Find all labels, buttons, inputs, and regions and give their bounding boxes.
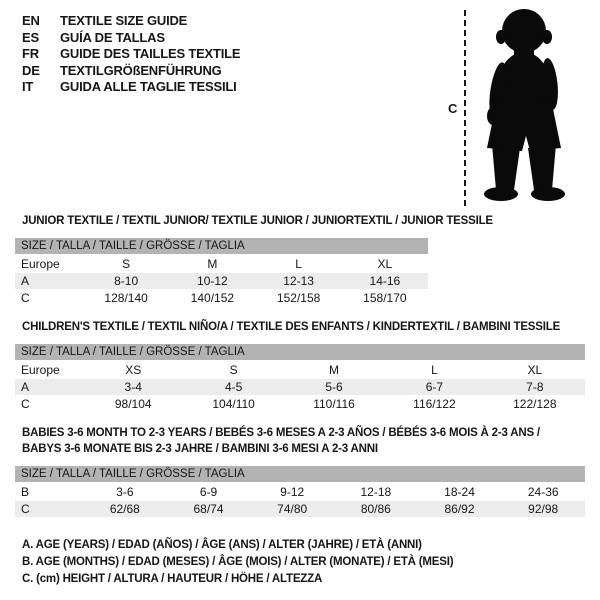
table-cell: 9-12 [280, 485, 305, 499]
table-row-a [15, 273, 428, 289]
table-size-header: SIZE / TALLA / TAILLE / GRÖSSE / TAGLIA [15, 466, 585, 482]
table-row-c [15, 396, 585, 412]
table-cell: 98/104 [114, 397, 152, 411]
table-cell: 12-18 [360, 485, 392, 499]
language-row [22, 13, 240, 30]
table-title-line: CHILDREN'S TEXTILE / TEXTIL NIÑO/A / TEXTILE DES ENFANTS / KINDERTEXTIL / BAMBINI TESSILE [22, 321, 561, 333]
row-label: C [21, 291, 30, 305]
language-code: EN [22, 13, 40, 28]
table-cell: 12-13 [283, 274, 314, 288]
table-cell: 152/158 [276, 291, 321, 305]
language-row [22, 79, 240, 96]
height-measure-label: C [448, 100, 458, 116]
table-cell: 7-8 [526, 380, 544, 394]
table-cell: 5-6 [325, 380, 343, 394]
size-tables [15, 213, 585, 530]
table-cell: 74/80 [277, 502, 308, 516]
table-cell: 8-10 [114, 274, 139, 288]
height-figure [448, 8, 574, 208]
table-cell: L [431, 363, 438, 377]
language-code: IT [22, 79, 34, 94]
size-table [15, 238, 428, 306]
table-cell: 18-24 [444, 485, 475, 499]
language-label: TEXTILGRÖßENFÜHRUNG [60, 62, 222, 78]
size-table [15, 344, 585, 412]
language-label: GUIDA ALLE TAGLIE TESSILI [60, 79, 237, 94]
language-row [22, 30, 240, 47]
size-table [15, 466, 585, 517]
legend-line-b: B. AGE (MONTHS) / EDAD (MESES) / ÂGE (MOIS) / ALTER (MONATE) / ETÀ (MESI) [22, 556, 454, 568]
row-label: Europe [21, 363, 60, 377]
table-cell: 3-4 [124, 380, 142, 394]
table-row-a [15, 379, 585, 395]
legend-line-c: C. (cm) HEIGHT / ALTURA / HAUTEUR / HÖHE / ALTEZZA [22, 573, 323, 585]
table-title [22, 213, 585, 229]
table-title-line: BABYS 3-6 MONATE BIS 2-3 JAHRE / BAMBINI 3-6 MESI A 2-3 ANNI [22, 443, 378, 455]
table-cell: 158/170 [363, 291, 407, 305]
legend-line-a: A. AGE (YEARS) / EDAD (AÑOS) / ÂGE (ANS) / ALTER (JAHRE) / ETÀ (ANNI) [22, 539, 422, 551]
language-code: FR [22, 46, 39, 61]
row-label: B [21, 485, 30, 499]
table-cell: XS [125, 363, 142, 377]
table-title [22, 425, 585, 457]
table-cell: L [295, 257, 302, 271]
table-cell: 3-6 [116, 485, 134, 499]
baby-silhouette-icon [474, 8, 574, 208]
table-title-line: BABIES 3-6 MONTH TO 2-3 YEARS / BEBÉS 3-6 MESES A 2-3 AÑOS / BÉBÉS 3-6 MOIS À 2-3 ANS / [22, 427, 540, 439]
row-label: A [21, 274, 30, 288]
table-cell: 68/74 [193, 502, 224, 516]
table-title-line: JUNIOR TEXTILE / TEXTIL JUNIOR/ TEXTILE JUNIOR / JUNIORTEXTIL / JUNIOR TESSILE [22, 215, 493, 227]
size-table-section-children [15, 319, 585, 412]
table-row-europe [15, 256, 428, 272]
row-label: Europe [21, 257, 60, 271]
row-label: A [21, 380, 30, 394]
table-cell: XL [377, 257, 393, 271]
language-guide [22, 13, 240, 96]
table-cell: 86/92 [444, 502, 475, 516]
language-row [22, 63, 240, 80]
table-cell: 62/68 [109, 502, 140, 516]
table-size-header: SIZE / TALLA / TAILLE / GRÖSSE / TAGLIA [15, 344, 585, 360]
table-cell: 104/110 [212, 397, 255, 411]
language-label: TEXTILE SIZE GUIDE [60, 13, 188, 28]
table-cell: 6-9 [199, 485, 218, 499]
language-label: GUIDE DES TAILLES TEXTILE [60, 46, 241, 61]
language-code: DE [22, 62, 40, 78]
table-cell: 6-7 [425, 380, 444, 394]
table-cell: 92/98 [528, 502, 559, 516]
size-table-section-junior [15, 213, 585, 306]
table-cell: S [122, 257, 131, 271]
table-cell: S [229, 363, 238, 377]
language-row [22, 46, 240, 63]
table-row-c [15, 501, 585, 517]
table-cell: 80/86 [360, 502, 391, 516]
table-cell: 110/116 [313, 397, 355, 411]
table-cell: 4-5 [224, 380, 243, 394]
table-cell: 10-12 [197, 274, 228, 288]
table-cell: 24-36 [527, 485, 559, 499]
table-size-header: SIZE / TALLA / TAILLE / GRÖSSE / TAGLIA [15, 238, 428, 254]
row-label: C [21, 502, 30, 516]
table-cell: M [207, 257, 218, 271]
table-cell: 116/122 [413, 397, 456, 411]
table-cell: M [329, 363, 340, 377]
table-cell: 140/152 [190, 291, 235, 305]
table-cell: 128/140 [104, 291, 148, 305]
table-row-c [15, 290, 428, 306]
table-cell: 122/128 [513, 397, 557, 411]
height-dashed-line [464, 10, 466, 206]
legend [22, 537, 453, 588]
size-table-section-babies [15, 425, 585, 517]
table-cell: 14-16 [369, 274, 401, 288]
table-cell: XL [527, 363, 543, 377]
language-label: GUÍA DE TALLAS [60, 29, 165, 45]
language-code: ES [22, 29, 39, 45]
table-title [22, 319, 585, 335]
table-row-b [15, 484, 585, 500]
table-row-europe [15, 362, 585, 378]
row-label: C [21, 397, 30, 411]
